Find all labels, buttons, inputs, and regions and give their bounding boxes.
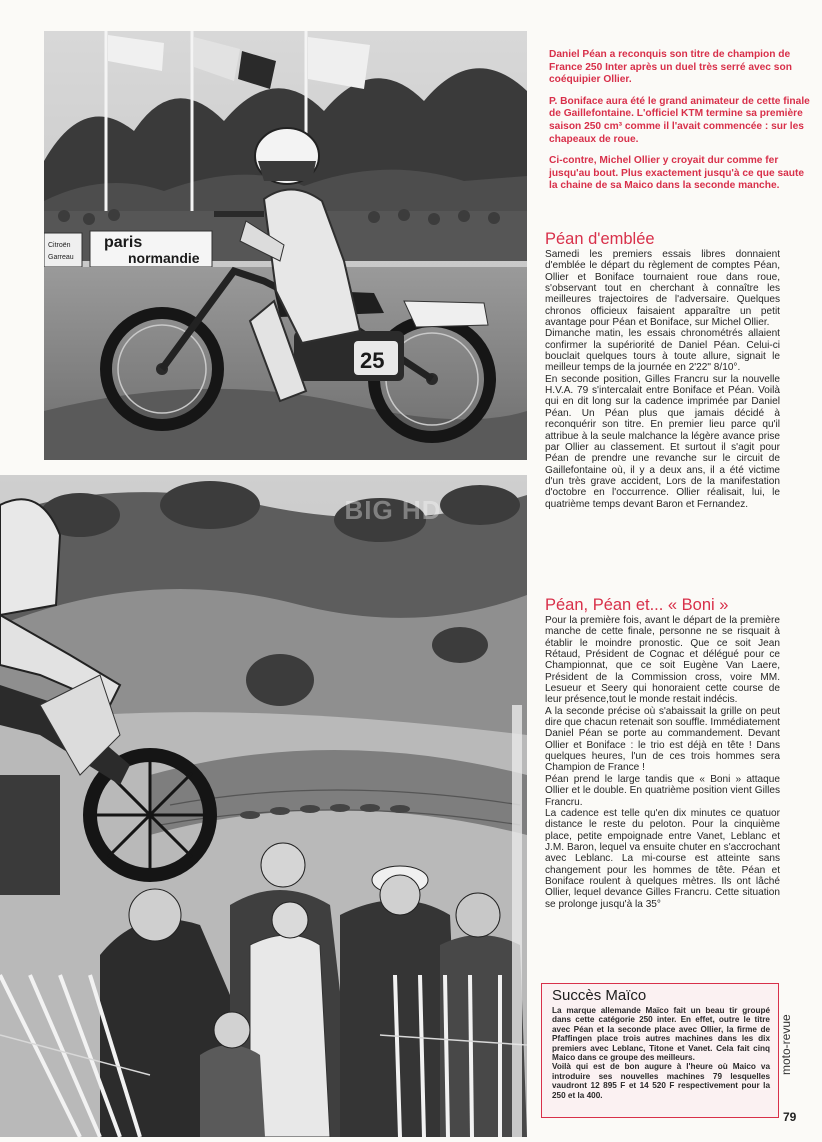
side-sign-2: Garreau [48,254,74,261]
caption-2: P. Boniface aura été le grand animateur de cette finale de Gaillefontaine. L'officiel KTM termine sa première saison 250 cm³ comme il l'avait commencée : sur les chapeaux de roue. [549,95,810,145]
box-paragraph: La marque allemande Maïco fait un beau tir groupé dans cette catégorie 250 inter. En effet, outre le titre avec Péan et la seconde place avec Ollier, la firme de Pfaffingen place trois autres machines dans les dix premiers avec Leblanc, Titone et Vanet. Cela fait cinq Maico dans ce groupe des meilleurs. [552,1006,770,1063]
paragraph: Péan prend le large tandis que « Boni » attaque Ollier et le double. En quatrième position vient Gilles Francru. [545,773,780,808]
paragraph: Samedi les premiers essais libres donnaient d'emblée le départ du règlement de comptes Péan, Ollier et Boniface tournaient roue dans roue, s'observant tout en cherchant à connaître les meilleures trajectoires de l'adversaire. Quelques chronos officieux faisaient apparaître un petit avantage pour Péan et Boniface, sur Michel Ollier. [545,249,780,329]
photo-rider-peán [44,31,527,460]
section-heading: Péan d'emblée [545,230,655,248]
paragraph: Pour la première fois, avant le départ de la première manche de cette finale, personne ne se risquait à établir le moindre pronostic. Que ce soit Jean Rétaud, Président de Cognac et délégué pour ce Championnat, que ce soit Eugène Van Laere, Président de la Commission cross, voire MM. Lesueur et Seery qui honoraient cette course de leur présence,tout le monde restait indécis. [545,615,780,706]
bike-number: 25 [360,348,385,373]
paragraph: En seconde position, Gilles Francru sur la nouvelle H.V.A. 79 s'intercalait entre Boniface et Péan. Voilà qui en dit long sur la cadence imprimée par Daniel Péan. Un Péan plus que jamais décidé à reconquérir son titre. En premier lieu parce qu'il attribue à la seule malchance la légère avance prise par Ollier au classement. Et surtout il s'agit pour Péan de prendre une revanche sur le circuit de Gaillefontaine où, il y a deux ans, il a été victime d'un très grave accident, Lors de la manifestation d'octobre en l'occurrence. Ollier réalisait, lui, le quatrième temps devant Baron et Fernandez. [545,373,780,510]
article-section-pean-demblee [545,230,780,510]
sign-paris: paris [104,234,143,251]
photo-bottom-image [0,475,527,1137]
sidebar-box-succes-maico [541,983,779,1118]
box-paragraph: Voilà qui est de bon augure à l'heure où Maico va introduire ses nouvelles machines 79 lesquelles vaudront 12 895 F et 14 520 F respectivement pour la 250 et la 400. [552,1062,770,1100]
page-number: 79 [783,1110,797,1124]
photo-captions [549,49,811,202]
sign-normandie: normandie [128,250,200,266]
caption-1: Daniel Péan a reconquis son titre de champion de France 250 Inter après un duel très serré avec son coéquipier Ollier. [549,49,792,86]
caption-3: Ci-contre, Michel Ollier y croyait dur comme fer jusqu'au bout. Plus exactement jusqu'à ce que saute la chaine de sa Maico dans la seconde manche. [549,155,805,192]
section-heading: Péan, Péan et... « Boni » [545,596,729,614]
box-title: Succès Maïco [552,987,647,1004]
article-section-pean-pean-boni [545,596,780,910]
photo-rider-ollier-spectators [0,475,527,1137]
photo-top-image [44,31,527,460]
paragraph: La cadence est telle qu'en dix minutes ce quatuor distance le reste du peloton. Pour la cinquième place, petite empoignade entre Vanet, Leblanc et J.M. Baron, lequel va ensuite chuter en s'accrochant avec Leblanc. La mi-course est atteinte sans changement pour les hommes de tête. Péan et Boniface roulent à quelques mètres. Ils ont lâché Ollier, lequel devance Gilles Francru. Cette situation se prolonge jusqu'à la 35° [545,807,780,910]
side-sign-1: Citroën [48,242,71,249]
watermark: BIG HD [344,495,442,525]
paragraph: Dimanche matin, les essais chronométrés allaient confirmer la supériorité de Daniel Péan. Celui-ci bouclait quelques tours à toute allure, signait le meilleur temps de la journée en 2'22" 8/10°. [545,328,780,374]
paragraph: A la seconde précise où s'abaissait la grille on peut dire que chacun retenait son souffle. Immédiatement Daniel Péan se porte au commandement. Devant Ollier et Boniface : le trio est déjà en tête ! Dans quelques heures, l'un de ces trois hommes sera Champion de France ! [545,705,780,774]
magazine-name: moto-revue [779,1014,793,1075]
